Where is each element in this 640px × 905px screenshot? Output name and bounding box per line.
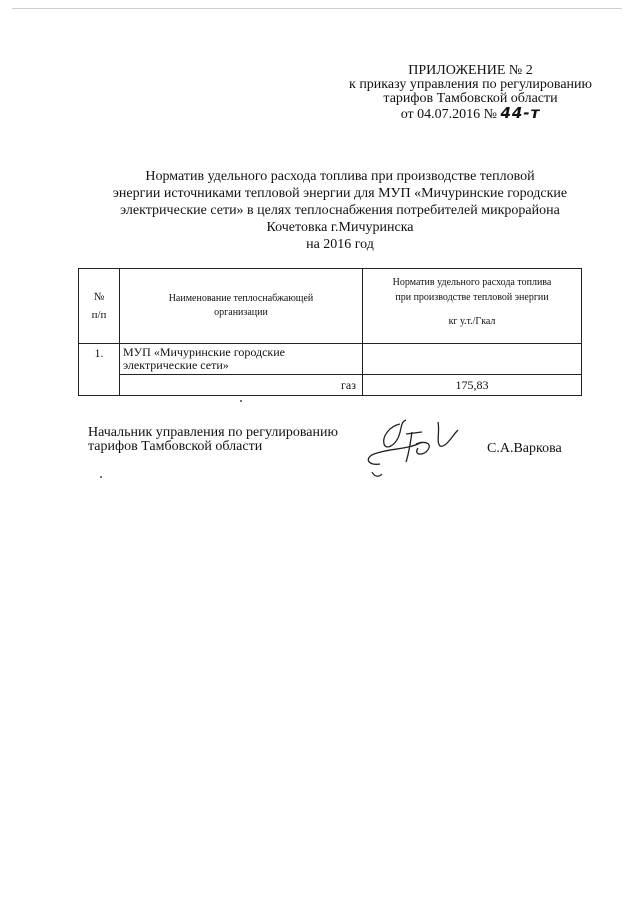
row-norm-value: 175,83 — [363, 375, 582, 396]
header-number-sign: № — [93, 291, 105, 303]
title-line-3: электрические сети» в целях теплоснабжения потребителей микрорайона — [120, 203, 560, 218]
row-number: 1. — [79, 344, 120, 396]
signatory-position — [88, 426, 338, 454]
header-organization-line-1: Наименование теплоснабжающей — [168, 293, 314, 304]
header-organization-line-2: организации — [214, 307, 268, 318]
title-line-5: на 2016 год — [306, 237, 374, 252]
signature-stroke-5 — [372, 472, 382, 476]
header-number — [79, 269, 120, 344]
norm-table — [78, 268, 582, 396]
document-title — [70, 168, 610, 253]
order-number-handwritten: 44-т — [500, 104, 541, 122]
row-empty-cell — [363, 344, 582, 375]
scan-edge-line — [12, 8, 622, 9]
table-header-row — [79, 269, 582, 344]
table-row-fuel — [79, 375, 582, 396]
signature-stroke-2 — [368, 442, 422, 464]
signature-stroke-4 — [438, 422, 458, 446]
appendix-authority-line: тарифов Тамбовской области — [383, 91, 558, 106]
title-line-1: Норматив удельного расхода топлива при производстве тепловой — [145, 169, 535, 184]
title-line-4: Кочетовка г.Мичуринска — [266, 220, 414, 235]
signatory-position-line-1: Начальник управления по регулированию — [88, 425, 338, 440]
scan-speck — [240, 400, 242, 402]
appendix-date-line — [349, 106, 592, 122]
title-line-2: энергии источниками тепловой энергии для МУП «Мичуринские городские — [112, 186, 568, 201]
signatory-position-line-2: тарифов Тамбовской области — [88, 439, 263, 454]
appendix-title: ПРИЛОЖЕНИЕ № 2 — [408, 63, 533, 78]
header-norm — [363, 269, 582, 344]
row-organization-line-2: электрические сети» — [123, 358, 229, 372]
appendix-header — [349, 64, 592, 122]
row-organization-line-1: МУП «Мичуринские городские — [123, 345, 285, 359]
signatory-name: С.А.Варкова — [487, 441, 562, 456]
signature-stroke-1 — [384, 420, 406, 447]
signature-stroke-3 — [406, 432, 429, 462]
header-norm-unit: кг у.т./Гкал — [448, 316, 496, 327]
header-organization — [120, 269, 363, 344]
table-row — [79, 344, 582, 375]
appendix-reference-line: к приказу управления по регулированию — [349, 77, 592, 92]
handwritten-signature — [360, 412, 470, 482]
appendix-date: от 04.07.2016 № — [400, 107, 497, 122]
header-norm-line-1: Норматив удельного расхода топлива — [392, 277, 552, 288]
header-number-abbr: п/п — [91, 309, 107, 321]
row-organization — [120, 344, 363, 375]
scan-speck — [100, 476, 102, 478]
header-norm-line-2: при производстве тепловой энергии — [395, 292, 549, 303]
row-fuel-type: газ — [120, 375, 363, 396]
